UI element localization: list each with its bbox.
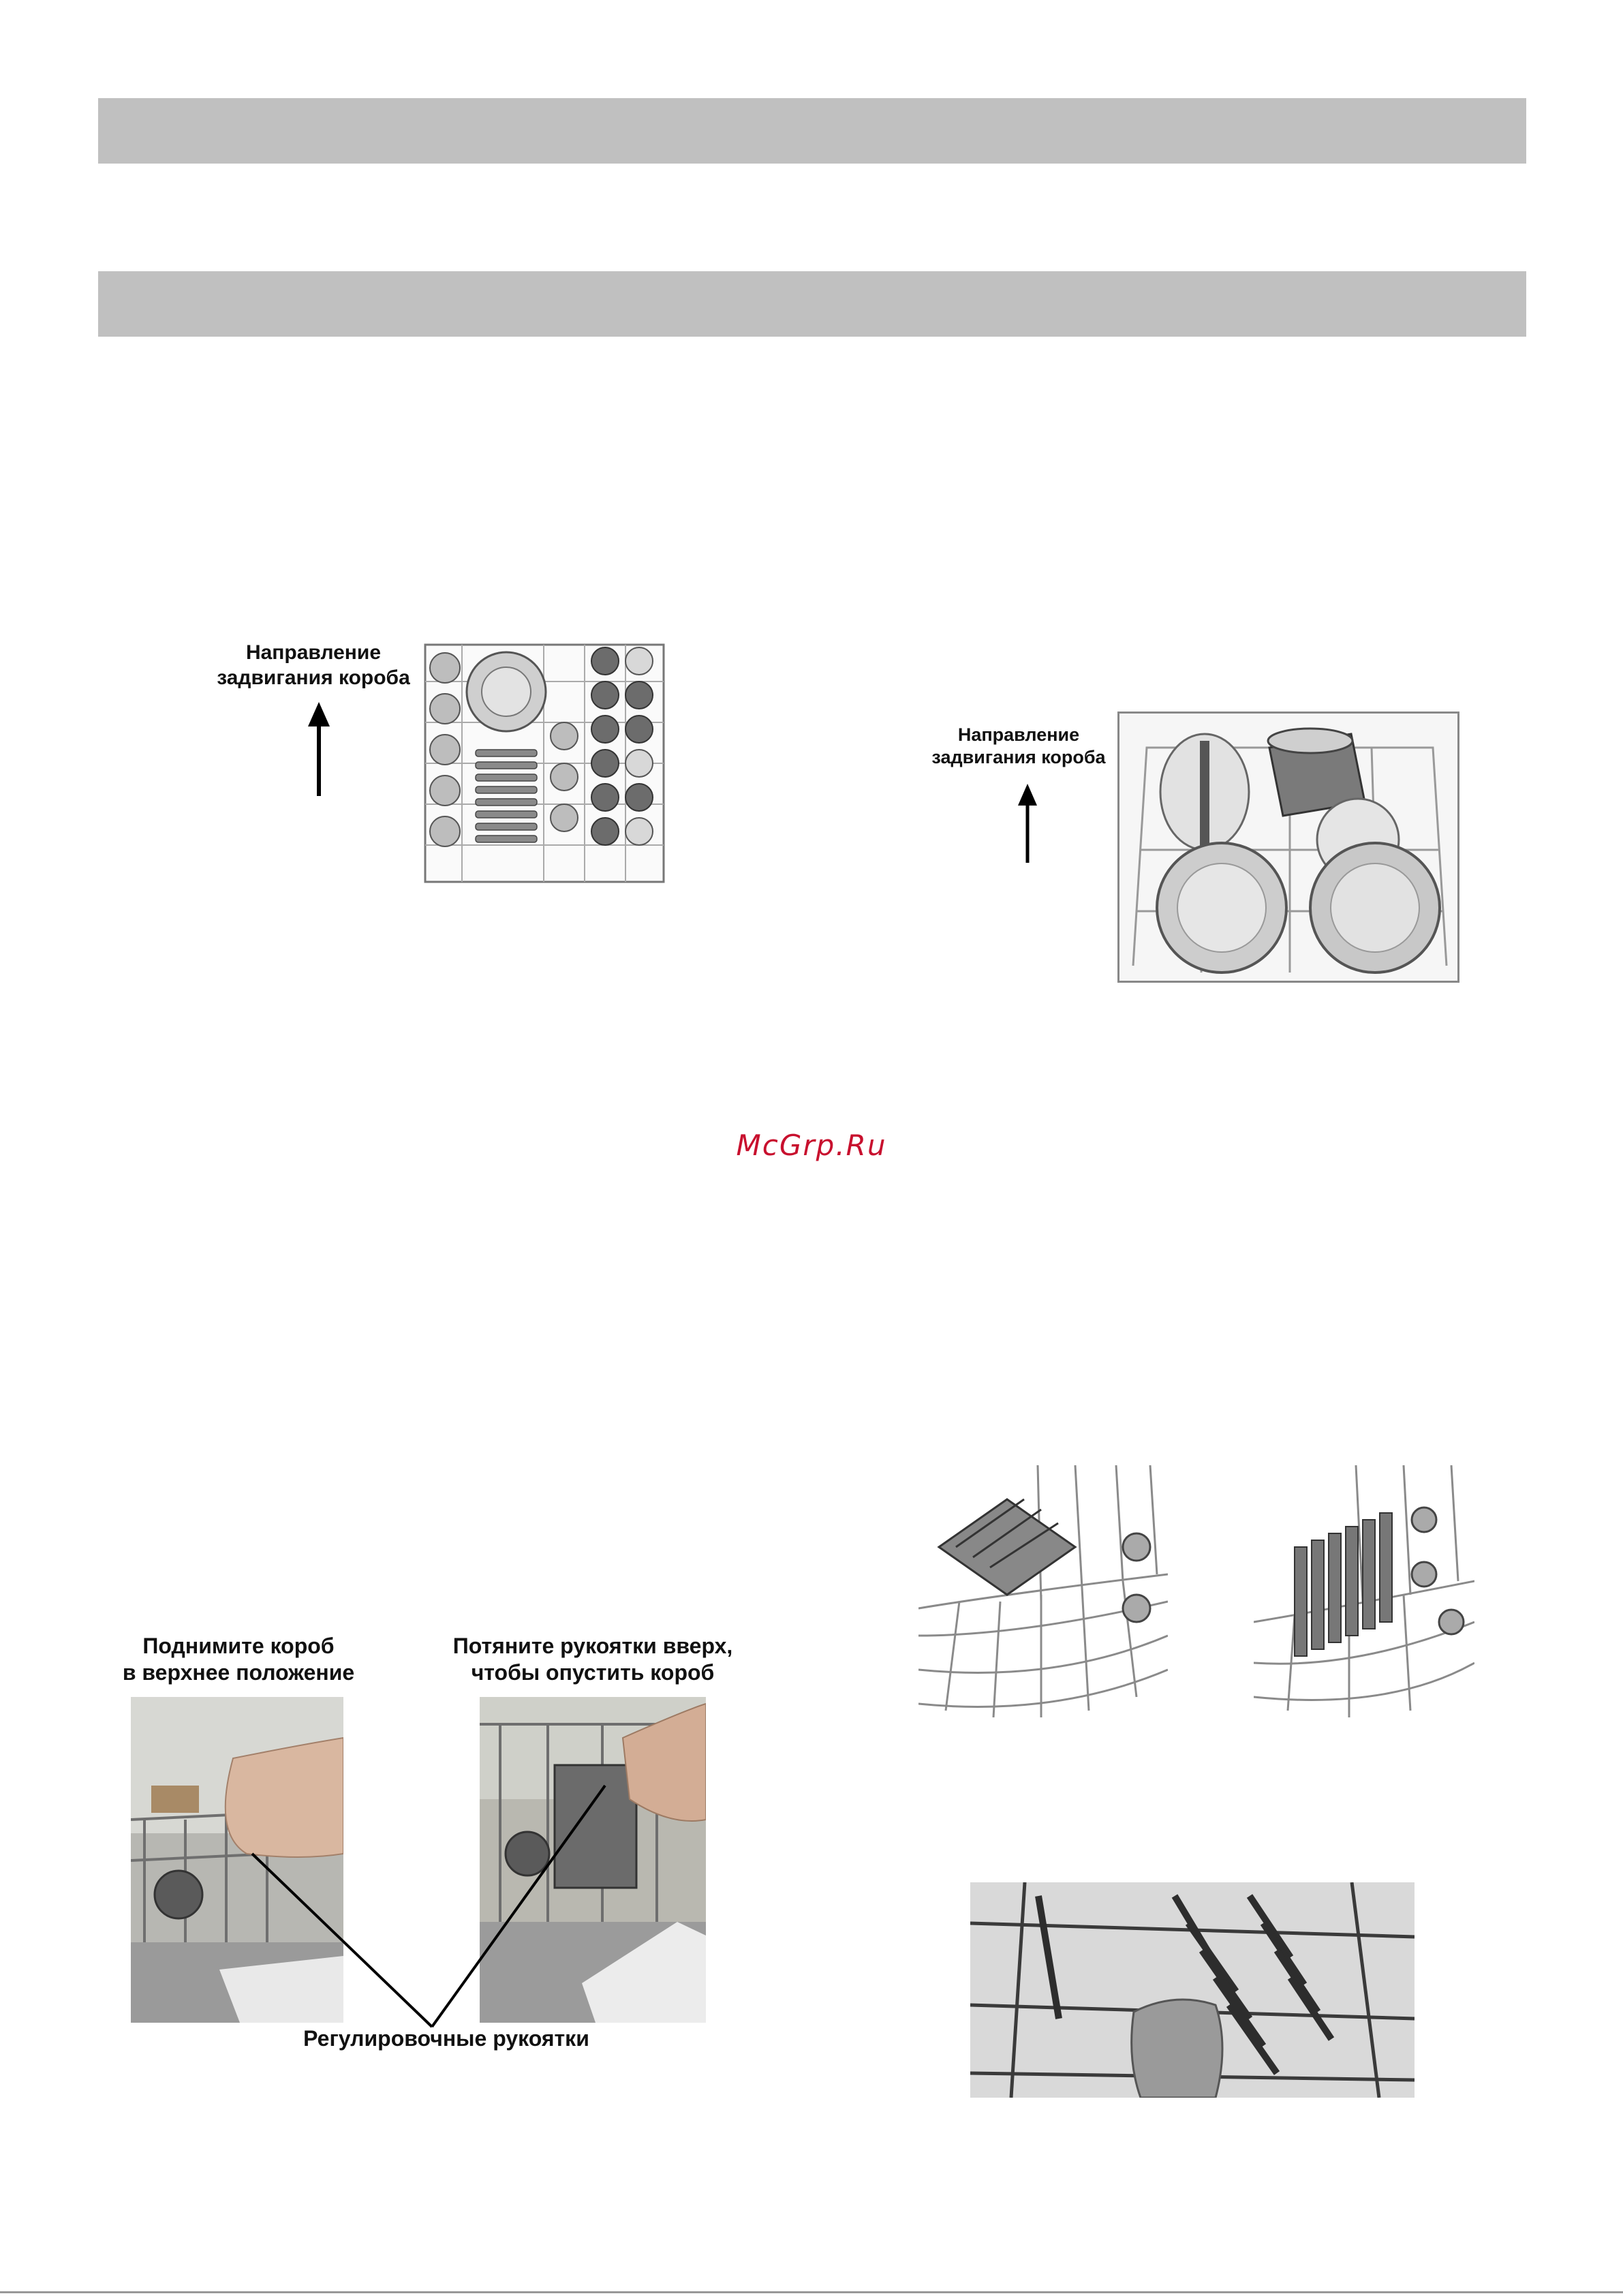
pull-handles-line2: чтобы опустить короб (471, 1660, 715, 1685)
upper-rack-label-line2: задвигания короба (217, 666, 410, 689)
lower-rack-direction-arrow-icon (1015, 784, 1040, 864)
cup-shelf-illustration (918, 1465, 1168, 1717)
footer-rule (0, 2291, 1623, 2293)
folded-shelf-illustration (1254, 1465, 1474, 1717)
watermark-text: McGrp.Ru (736, 1129, 887, 1162)
pull-handles-line1: Потяните рукоятки вверх, (452, 1634, 733, 1658)
handles-callout-lines (0, 0, 749, 2045)
lower-rack-label-line1: Направление (957, 724, 1080, 745)
lower-rack-direction-label (920, 724, 1117, 769)
lower-rack-loading-illustration (1117, 711, 1459, 983)
upper-rack-label-line1: Направление (245, 641, 382, 664)
folding-tines-photo (970, 1882, 1415, 2098)
adjustment-handles-label: Регулировочные рукоятки (303, 2026, 589, 2051)
raise-basket-line2: в верхнее положение (122, 1660, 355, 1685)
lower-rack-label-line2: задвигания короба (931, 746, 1106, 767)
raise-basket-line1: Поднимите короб (142, 1634, 335, 1658)
